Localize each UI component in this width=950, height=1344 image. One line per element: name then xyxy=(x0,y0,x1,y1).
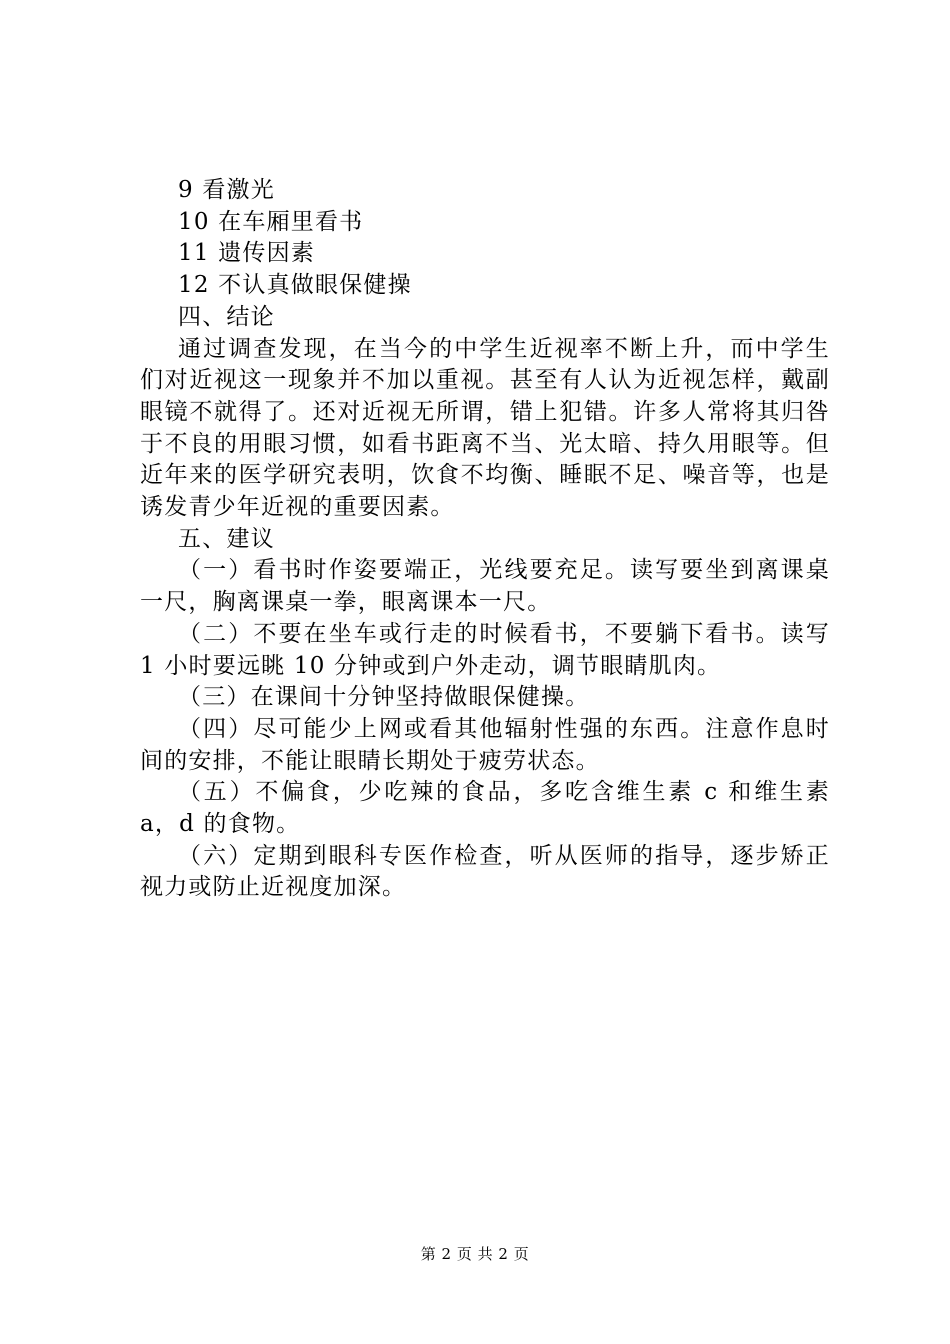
list-item: 12 不认真做眼保健操 xyxy=(178,272,412,299)
section-heading-conclusion: 四、结论 xyxy=(178,303,275,330)
suggestion-item: （五）不偏食，少吃辣的食品，多吃含维生素 c 和维生素 a，d 的食物。 xyxy=(140,779,830,838)
suggestion-item: （六）定期到眼科专医作检查，听从医师的指导，逐步矫正视力或防止近视度加深。 xyxy=(140,842,830,901)
suggestion-item: （二）不要在坐车或行走的时候看书，不要躺下看书。读写 1 小时要远眺 10 分钟或到户外走动，调节眼睛肌肉。 xyxy=(140,620,830,679)
suggestion-item: （三）在课间十分钟坚持做眼保健操。 xyxy=(178,684,590,711)
document-body xyxy=(140,175,830,904)
list-item: 11 遗传因素 xyxy=(178,240,315,267)
suggestion-item: （一）看书时作姿要端正，光线要充足。读写要坐到离课桌一尺，胸离课桌一拳，眼离课本一尺。 xyxy=(140,557,830,616)
section-heading-suggestions: 五、建议 xyxy=(178,525,275,552)
suggestion-item: （四）尽可能少上网或看其他辐射性强的东西。注意作息时间的安排，不能让眼睛长期处于疲劳状态。 xyxy=(140,715,830,774)
list-item: 9 看激光 xyxy=(178,177,275,203)
list-item: 10 在车厢里看书 xyxy=(178,208,364,235)
conclusion-paragraph: 通过调查发现，在当今的中学生近视率不断上升，而中学生们对近视这一现象并不加以重视。甚至有人认为近视怎样，戴副眼镜不就得了。还对近视无所谓，错上犯错。许多人常将其归咎于不良的用眼习惯，如看书距离不当、光太暗、持久用眼等。但近年来的医学研究表明，饮食不均衡、睡眠不足、噪音等，也是诱发青少年近视的重要因素。 xyxy=(140,335,830,521)
page-number-label: 第 2 页 共 2 页 xyxy=(420,1245,530,1263)
page-footer xyxy=(0,1244,950,1264)
